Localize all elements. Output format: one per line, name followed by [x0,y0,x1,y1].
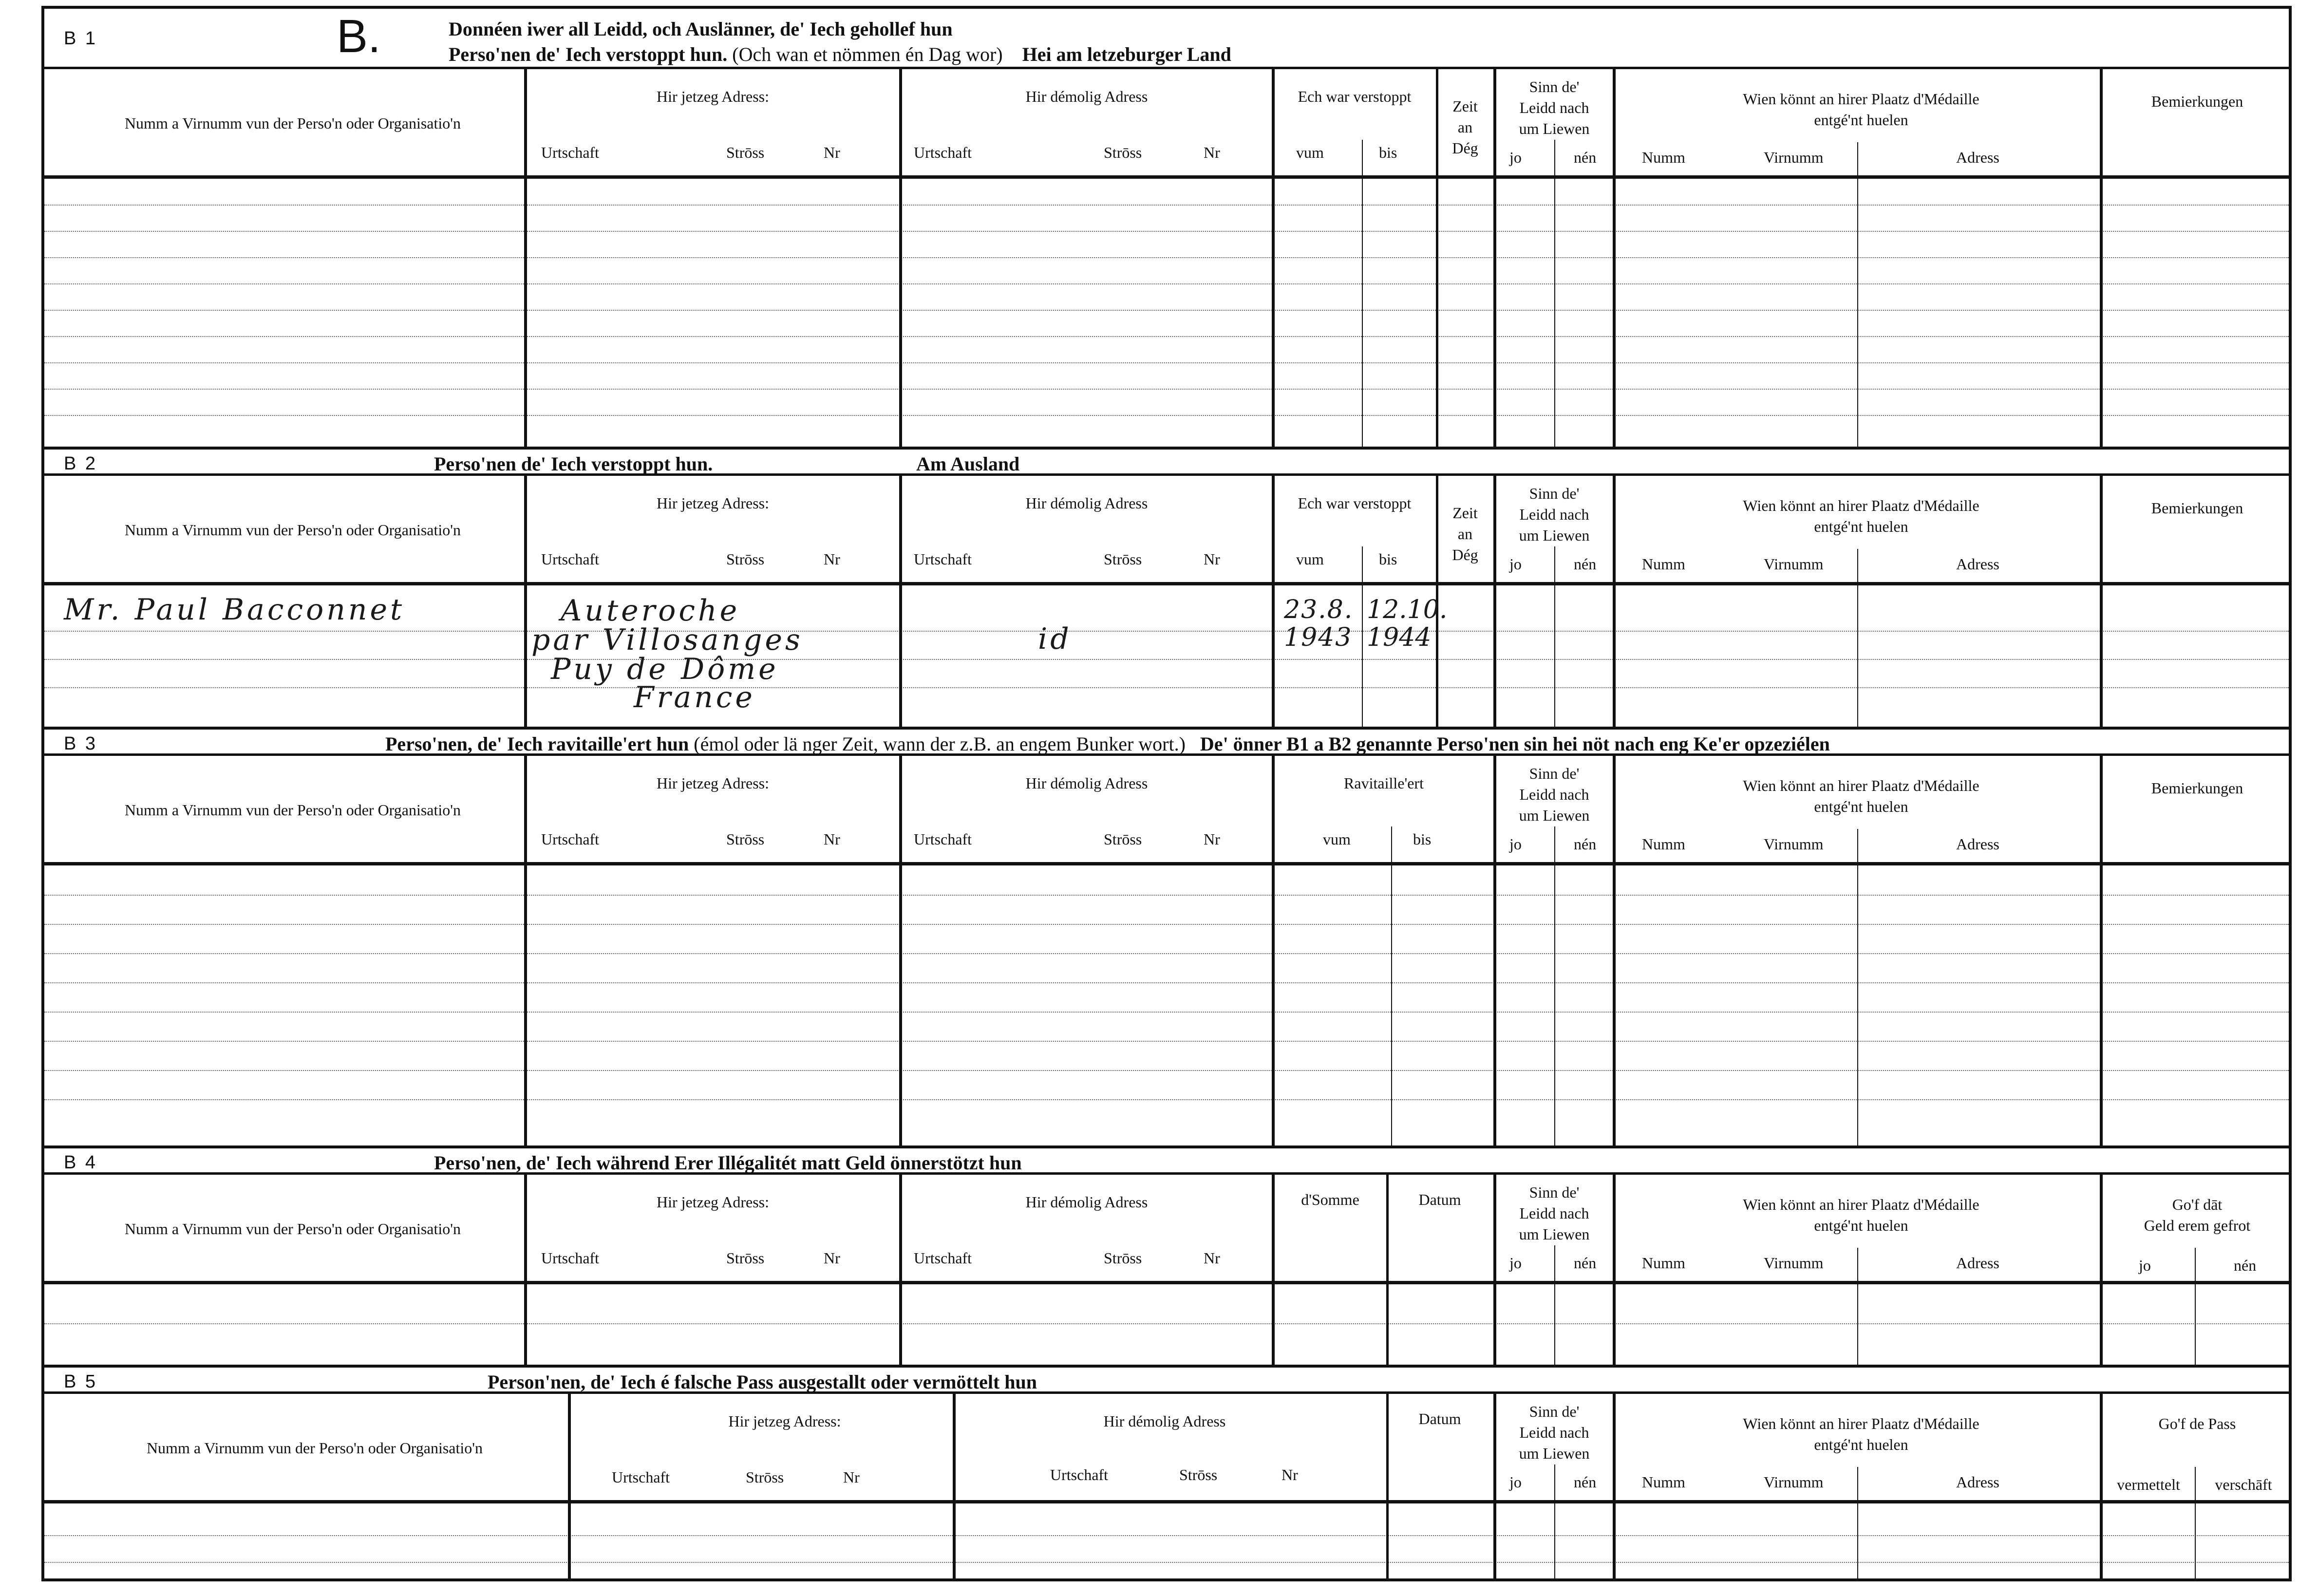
divider [1386,1175,1389,1365]
col-current-address-header: Hir jetzeg Adress: [728,1412,841,1430]
section-b1-title-line2 [449,43,1231,66]
divider [1613,476,1616,727]
col-name-header: Numm a Virnumm vun der Perso'n oder Organisatio'n [124,114,461,132]
divider [1613,1394,1616,1581]
col-days-header [1438,503,1492,566]
divider [2100,756,2103,1145]
col-virnumm: Virnumm [1764,1254,1824,1272]
col-adress: Adress [1956,1254,1999,1272]
col-date: Datum [1418,1410,1461,1427]
col-numm: Numm [1642,149,1685,166]
col-jo: jo [1509,1254,1522,1272]
section-b1-title-end: Hei am letzeburger Land [1022,43,1231,65]
entry-name: Mr. Paul Bacconnet [64,593,405,627]
col-virnumm: Virnumm [1764,149,1824,166]
col-medal-line1: Wien könnt an hirer Plaatz d'Médaille [1743,90,1979,108]
divider [524,476,527,727]
col-old-address-header: Hir démolig Adress [1103,1412,1226,1430]
col-urtschaft: Urtschaft [612,1468,670,1486]
col-current-address-header: Hir jetzeg Adress: [656,1193,770,1211]
section-b4-column-header [44,1175,2289,1284]
divider [1554,140,1555,447]
col-stross: Strōss [726,1249,765,1267]
col-name-header: Numm a Virnumm vun der Perso'n oder Organisatio'n [124,1220,461,1238]
col-name-header: Numm a Virnumm vun der Perso'n oder Organisatio'n [146,1439,483,1457]
col-urtschaft: Urtschaft [541,550,600,568]
col-bis: bis [1379,550,1397,568]
col-medal-header [1618,1413,2105,1455]
row-line [44,310,2289,311]
divider [899,69,902,447]
section-b2 [44,447,2289,727]
divider [1554,1245,1555,1365]
divider [1554,1465,1555,1581]
col-nr: Nr [824,830,840,848]
col-nr: Nr [1204,144,1220,161]
row-line [44,362,2289,363]
col-life-risk-line2: Leidd nach [1519,1424,1589,1442]
col-days-deg: Dég [1452,139,1478,157]
col-current-address-header: Hir jetzeg Adress: [656,494,770,512]
divider [1272,1175,1275,1365]
section-b3-label: B 3 [64,733,98,754]
col-jo: jo [2139,1257,2151,1274]
col-stross: Strōss [1104,550,1142,568]
col-medal-line1: Wien könnt an hirer Plaatz d'Médaille [1743,1196,1979,1213]
col-medal-line2: entgé'nt huelen [1814,518,1908,536]
row-line [44,895,2289,896]
col-nr: Nr [824,144,840,161]
section-b3-title-main: Perso'nen, de' Iech ravitaille'ert hun [385,733,689,755]
entry-address-line1: Auteroche [561,594,740,628]
divider [1272,69,1275,447]
col-old-address-header: Hir démolig Adress [1025,88,1148,105]
col-hidden-header: Ech war verstoppt [1298,494,1412,512]
col-name-header: Numm a Virnumm vun der Perso'n oder Organisatio'n [124,521,461,539]
col-virnumm: Virnumm [1764,555,1824,573]
col-stross: Strōss [746,1468,784,1486]
divider [1362,546,1363,727]
divider [1613,1175,1616,1365]
row-line [44,1070,2289,1071]
section-b3-column-header [44,756,2289,865]
col-vum: vum [1323,830,1351,848]
entry-address-line3: Puy de Dôme [551,652,779,686]
divider [1857,829,1858,1145]
divider [1857,1248,1858,1365]
col-life-risk-line2: Leidd nach [1519,1204,1589,1222]
col-urtschaft: Urtschaft [541,830,600,848]
divider [524,69,527,447]
col-nen: nén [1574,149,1597,166]
col-life-risk-line1: Sinn de' [1529,78,1580,95]
divider [524,756,527,1145]
divider [1272,756,1275,1145]
row-line [44,283,2289,284]
section-b5 [44,1365,2289,1581]
row-line [44,415,2289,416]
col-old-address-header: Hir démolig Adress [1025,1193,1148,1211]
col-stross: Strōss [726,830,765,848]
divider [1493,1175,1496,1365]
row-line [44,1562,2289,1563]
section-b2-header [44,447,2289,476]
row-line [44,336,2289,337]
entry-old-address: id [1038,622,1072,656]
section-b2-title: Perso'nen de' Iech verstoppt hun. [434,453,713,475]
section-b5-header [44,1365,2289,1394]
col-life-risk-line2: Leidd nach [1519,786,1589,804]
section-b3-header [44,727,2289,756]
divider [1613,756,1616,1145]
col-adress: Adress [1956,149,1999,166]
col-nr: Nr [824,550,840,568]
col-life-risk-line1: Sinn de' [1529,485,1580,502]
col-numm: Numm [1642,555,1685,573]
col-life-risk-header [1498,76,1610,140]
divider [1857,1467,1858,1581]
row-line [44,231,2289,232]
col-days-zeit: Zeit [1452,504,1478,522]
section-b1-title-line2-main: Perso'nen de' Iech verstoppt hun. [449,43,728,65]
divider [1493,69,1496,447]
section-b3-title [385,732,1830,755]
row-line [44,389,2289,390]
col-life-risk-line1: Sinn de' [1529,765,1580,782]
col-nr: Nr [1204,830,1220,848]
col-life-risk-line3: um Liewen [1519,1225,1590,1243]
col-numm: Numm [1642,1473,1685,1491]
divider [524,1175,527,1365]
entry-from-day: 23.8. [1284,595,1354,624]
col-days-an: an [1457,525,1473,543]
section-b1-column-header [44,69,2289,179]
col-old-address-header: Hir démolig Adress [1025,774,1148,792]
divider [2100,1394,2103,1581]
col-life-risk-line3: um Liewen [1519,526,1590,545]
col-nen: nén [2234,1257,2257,1274]
col-numm: Numm [1642,1254,1685,1272]
divider [899,1175,902,1365]
col-current-address-header: Hir jetzeg Adress: [656,88,770,105]
section-b1-label: B 1 [64,28,98,49]
col-nr: Nr [843,1468,860,1486]
section-b2-column-header [44,476,2289,585]
col-remarks: Bemierkungen [2151,779,2243,797]
col-medal-line1: Wien könnt an hirer Plaatz d'Médaille [1743,1415,1979,1432]
section-b5-column-header [44,1394,2289,1503]
col-medal-line2: entgé'nt huelen [1814,1217,1908,1235]
col-jo: jo [1509,149,1522,166]
section-b4 [44,1145,2289,1365]
col-stross: Strōss [726,550,765,568]
col-money-returned-line2: Geld erem gefrot [2144,1217,2251,1235]
divider [1272,476,1275,727]
col-urtschaft: Urtschaft [914,550,972,568]
section-b1-title-line1: Donnéen iwer all Leidd, och Auslänner, de' Iech gehollef hun [449,18,953,40]
col-money-returned-header [2105,1194,2290,1236]
col-nen: nén [1574,1254,1597,1272]
entry-address-line2: par Villosanges [531,623,803,657]
divider [2195,1248,2196,1365]
col-adress: Adress [1956,1473,1999,1491]
row-line [44,659,2289,660]
section-b3 [44,727,2289,1145]
entry-to-day: 12.10. [1367,595,1448,624]
col-adress: Adress [1956,555,1999,573]
col-arranged: vermettelt [2117,1476,2180,1493]
section-b3-title-end: De' önner B1 a B2 genannte Perso'nen sin hei nöt nach eng Ke'er opzeziélen [1200,733,1830,755]
col-medal-line1: Wien könnt an hirer Plaatz d'Médaille [1743,497,1979,514]
section-b2-title-end: Am Ausland [916,453,1020,475]
col-urtschaft: Urtschaft [1050,1466,1109,1483]
col-life-risk-header [1498,763,1610,826]
col-numm: Numm [1642,835,1685,853]
form-page [41,6,2292,1581]
col-urtschaft: Urtschaft [914,1249,972,1267]
col-life-risk-line3: um Liewen [1519,807,1590,825]
col-pass-header: Go'f de Pass [2158,1415,2236,1432]
row-line [44,205,2289,206]
col-stross: Strōss [726,144,765,161]
col-life-risk-line2: Leidd nach [1519,506,1589,524]
section-b1-header [44,6,2289,69]
row-line [44,1535,2289,1536]
col-stross: Strōss [1104,144,1142,161]
col-urtschaft: Urtschaft [914,830,972,848]
divider [2100,476,2103,727]
section-b1 [44,6,2289,447]
row-line [44,1041,2289,1042]
col-days-zeit: Zeit [1452,97,1478,115]
divider [1391,826,1392,1145]
row-line [44,257,2289,258]
col-current-address-header: Hir jetzeg Adress: [656,774,770,792]
col-amount: d'Somme [1301,1191,1359,1208]
divider [953,1394,956,1581]
col-jo: jo [1509,835,1522,853]
col-name-header: Numm a Virnumm vun der Perso'n oder Organisatio'n [124,801,461,819]
col-life-risk-line3: um Liewen [1519,1445,1590,1463]
col-nr: Nr [1281,1466,1298,1483]
row-line [44,687,2289,688]
divider [1857,549,1858,727]
divider [2100,1175,2103,1365]
col-jo: jo [1509,555,1522,573]
divider [1554,546,1555,727]
col-medal-header [1618,775,2105,817]
col-stross: Strōss [1104,1249,1142,1267]
col-medal-header [1618,89,2105,131]
entry-from-year: 1943 [1284,623,1353,652]
section-b4-header [44,1145,2289,1175]
col-stross: Strōss [1179,1466,1218,1483]
entry-to-year: 1944 [1367,623,1432,652]
col-hidden-header: Ech war verstoppt [1298,88,1412,105]
col-medal-header [1618,495,2105,537]
col-days-header [1438,96,1492,159]
col-adress: Adress [1956,835,1999,853]
divider [899,476,902,727]
divider [2195,1467,2196,1581]
section-b2-label: B 2 [64,453,98,474]
col-jo: jo [1509,1473,1522,1491]
col-medal-line1: Wien könnt an hirer Plaatz d'Médaille [1743,777,1979,794]
divider [1493,476,1496,727]
divider [1857,142,1858,447]
col-stross: Strōss [1104,830,1142,848]
section-b4-title: Perso'nen, de' Iech während Erer Illégalitét matt Geld önnerstötzt hun [434,1152,1022,1174]
section-b5-label: B 5 [64,1371,98,1392]
col-life-risk-header [1498,1401,1610,1465]
divider [1362,140,1363,447]
divider [2100,69,2103,447]
col-medal-header [1618,1194,2105,1236]
entry-address-line4: France [634,680,755,714]
col-urtschaft: Urtschaft [914,144,972,161]
col-nr: Nr [1204,550,1220,568]
col-nen: nén [1574,835,1597,853]
col-vum: vum [1296,550,1324,568]
col-remarks: Bemierkungen [2151,499,2243,517]
col-virnumm: Virnumm [1764,1473,1824,1491]
col-life-risk-line2: Leidd nach [1519,99,1589,117]
form-letter: B. [337,10,381,62]
section-b5-title: Person'nen, de' Iech é falsche Pass ausgestallt oder vermöttelt hun [488,1371,1037,1393]
col-life-risk-line1: Sinn de' [1529,1403,1580,1420]
section-b3-title-note: (émol oder lä nger Zeit, wann der z.B. an engem Bunker wort.) [694,733,1186,755]
divider [568,1394,571,1581]
col-nr: Nr [1204,1249,1220,1267]
col-nen: nén [1574,555,1597,573]
divider [1386,1394,1389,1581]
col-days-deg: Dég [1452,546,1478,564]
col-life-risk-line3: um Liewen [1519,120,1590,138]
col-date: Datum [1418,1191,1461,1208]
col-virnumm: Virnumm [1764,835,1824,853]
col-bis: bis [1413,830,1432,848]
col-life-risk-line1: Sinn de' [1529,1183,1580,1201]
divider [1554,826,1555,1145]
divider [1493,756,1496,1145]
col-vum: vum [1296,144,1324,161]
col-old-address-header: Hir démolig Adress [1025,494,1148,512]
row-line [44,953,2289,954]
col-life-risk-header [1498,1182,1610,1245]
col-days-an: an [1457,118,1473,136]
row-line [44,631,2289,632]
col-supplied-header: Ravitaille'ert [1344,774,1424,792]
col-urtschaft: Urtschaft [541,1249,600,1267]
col-medal-line2: entgé'nt huelen [1814,798,1908,816]
divider [1436,69,1438,447]
col-obtained: verschāft [2215,1476,2272,1493]
col-nen: nén [1574,1473,1597,1491]
col-bis: bis [1379,144,1397,161]
row-line [44,1323,2289,1324]
col-medal-line2: entgé'nt huelen [1814,1436,1908,1454]
row-line [44,1012,2289,1013]
row-line [44,924,2289,925]
col-money-returned-line1: Go'f dāt [2172,1196,2223,1213]
col-urtschaft: Urtschaft [541,144,600,161]
row-line [44,1099,2289,1100]
section-b1-title-note: (Och wan et nömmen én Dag wor) [732,43,1003,65]
divider [1493,1394,1496,1581]
divider [1613,69,1616,447]
section-b4-label: B 4 [64,1152,98,1173]
row-line [44,982,2289,983]
divider [899,756,902,1145]
col-nr: Nr [824,1249,840,1267]
col-medal-line2: entgé'nt huelen [1814,111,1908,129]
col-remarks: Bemierkungen [2151,93,2243,110]
col-life-risk-header [1498,483,1610,546]
